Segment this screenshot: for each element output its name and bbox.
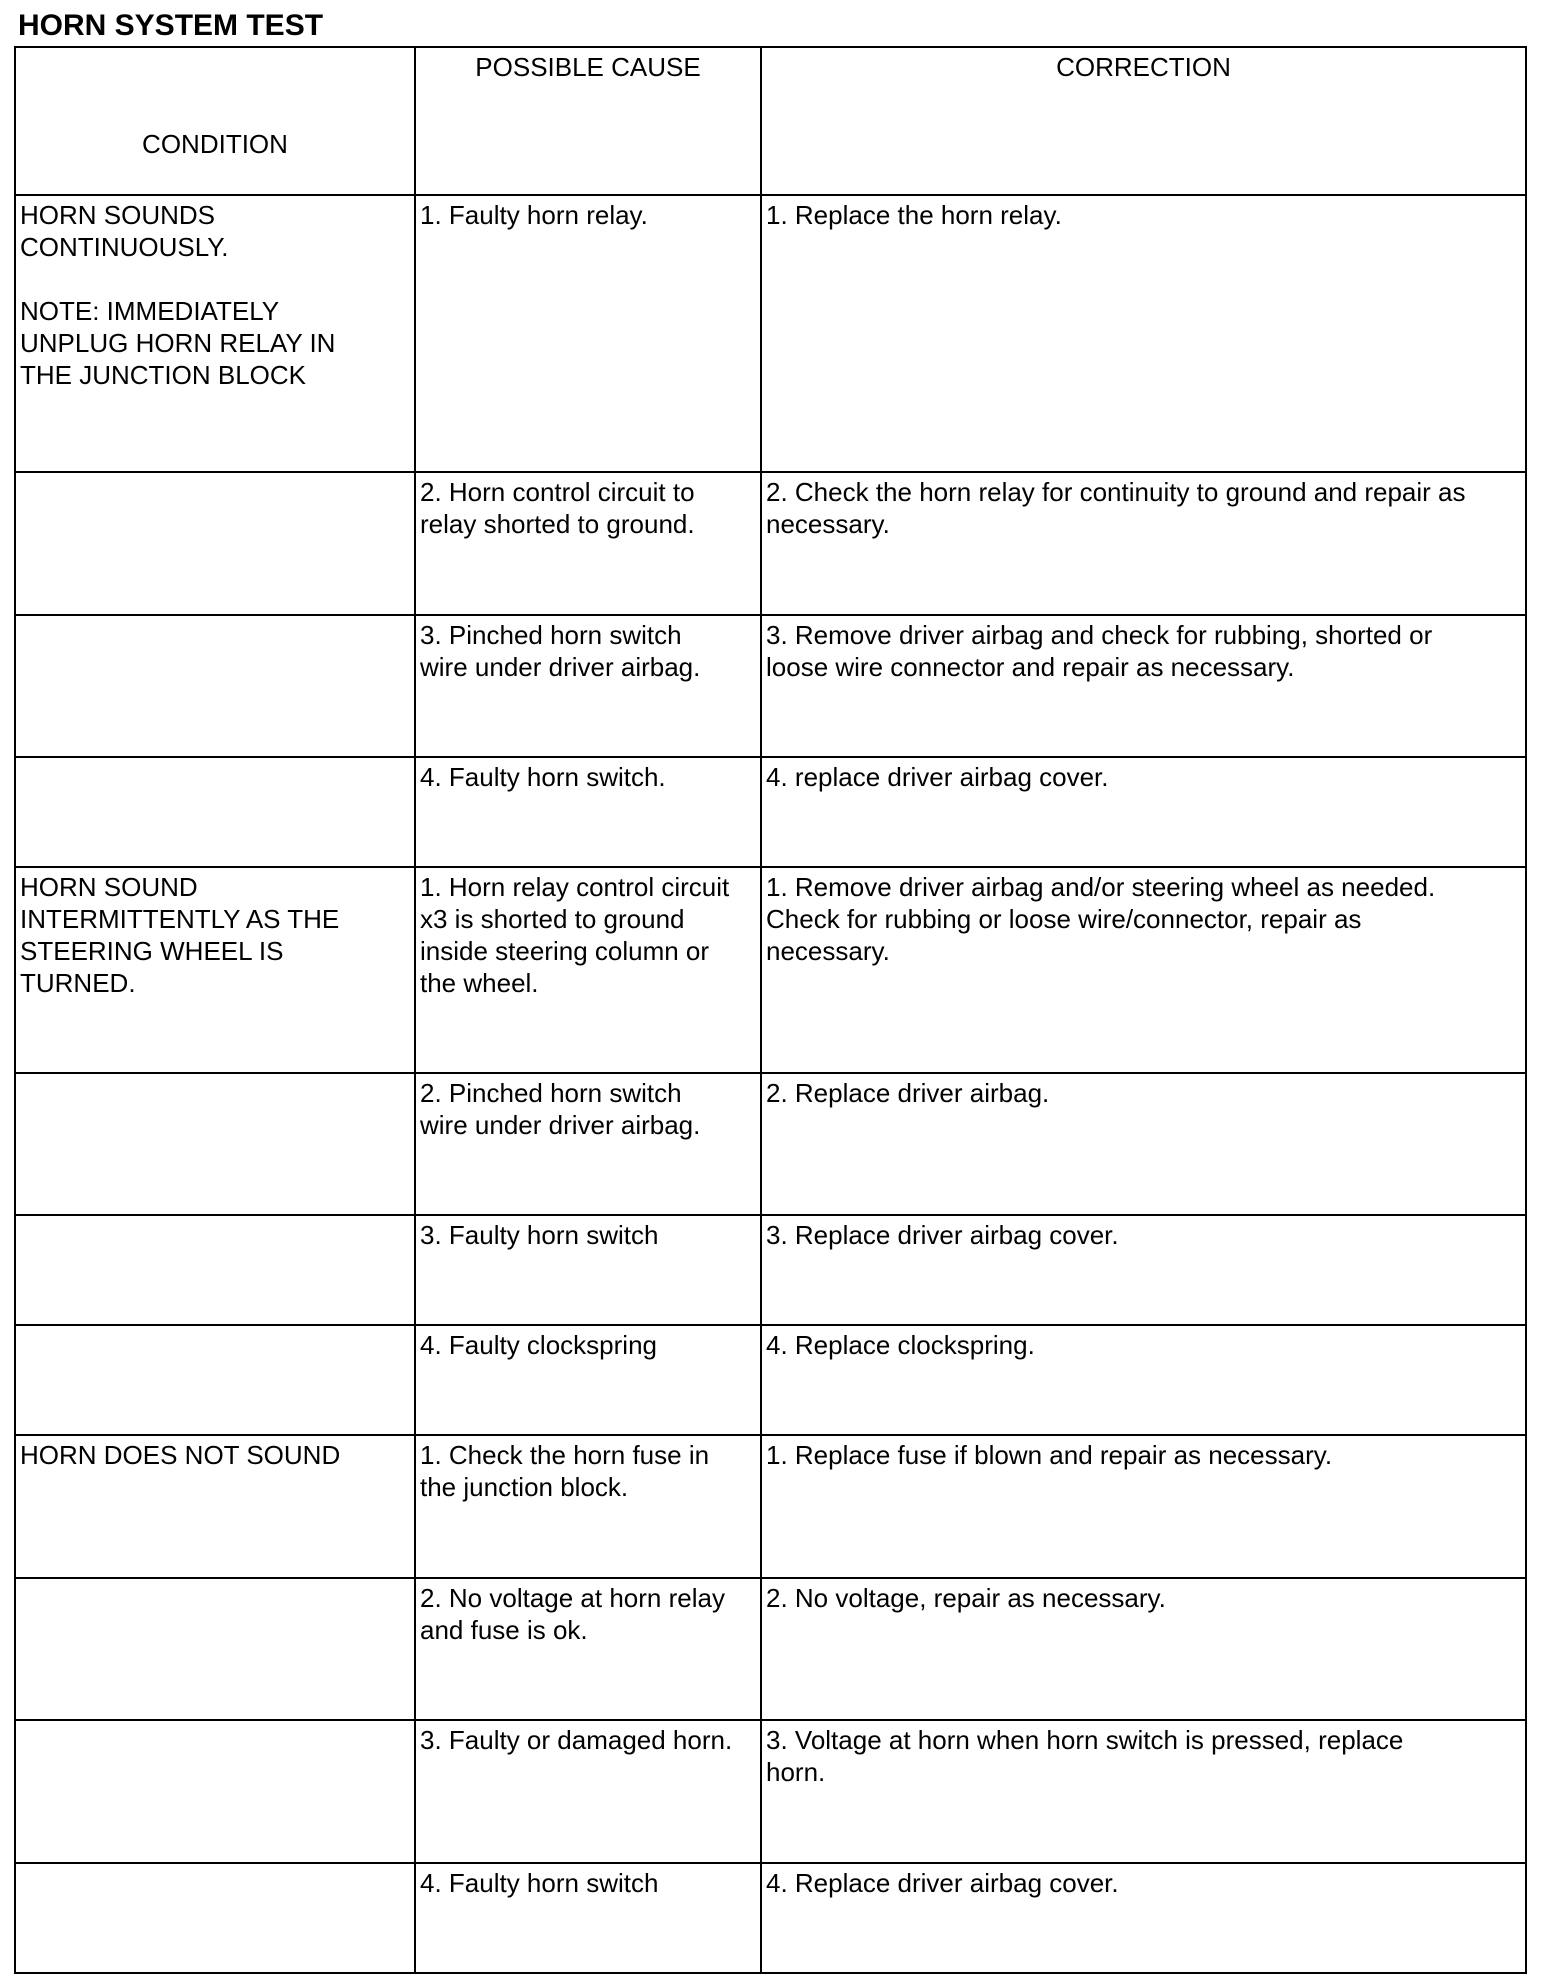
cause-cell [415,1215,761,1325]
cause-text: 1. Faulty horn relay. [420,200,648,230]
cause-cell [415,615,761,757]
cause-cell [415,1578,761,1720]
condition-text: HORN SOUND INTERMITTENTLY AS THE STEERING WHEEL IS TURNED. [20,872,340,998]
correction-cell [761,757,1526,867]
correction-text: 4. Replace clockspring. [766,1330,1035,1360]
cause-text: 1. Check the horn fuse in the junction block. [420,1440,710,1502]
cause-text: 3. Faulty or damaged horn. [420,1725,733,1755]
correction-text: 3. Replace driver airbag cover. [766,1220,1119,1250]
condition-text: HORN DOES NOT SOUND [20,1440,341,1470]
table-row [15,1578,1526,1720]
page-title: HORN SYSTEM TEST [18,9,324,42]
correction-cell [761,1720,1526,1863]
cause-cell [415,1435,761,1578]
correction-text: 2. Check the horn relay for continuity to ground and repair as necessary. [766,477,1466,539]
cause-cell [415,1863,761,1973]
correction-cell [761,867,1526,1073]
condition-text: HORN SOUNDS CONTINUOUSLY. NOTE: IMMEDIATELY UNPLUG HORN RELAY IN THE JUNCTION BLOCK [20,200,336,390]
cause-text: 4. Faulty clockspring [420,1330,657,1360]
table-row [15,472,1526,615]
cause-cell [415,1073,761,1215]
condition-cell [15,867,415,1073]
cause-text: 1. Horn relay control circuit x3 is shorted to ground inside steering column or the wheel. [420,872,730,998]
correction-text: 1. Replace the horn relay. [766,200,1062,230]
table-row [15,1435,1526,1578]
condition-cell [15,472,415,615]
correction-text: 1. Remove driver airbag and/or steering wheel as needed. Check for rubbing or loose wire/connector, repair as necessary. [766,872,1436,966]
condition-cell [15,1073,415,1215]
table-row [15,1215,1526,1325]
condition-cell [15,1215,415,1325]
cause-text: 2. Pinched horn switch wire under driver airbag. [420,1078,701,1140]
cause-text: 2. No voltage at horn relay and fuse is ok. [420,1583,725,1645]
correction-cell [761,1073,1526,1215]
cause-cell [415,1720,761,1863]
correction-text: 3. Voltage at horn when horn switch is pressed, replace horn. [766,1725,1404,1787]
cause-cell [415,1325,761,1435]
correction-cell [761,1863,1526,1973]
condition-cell [15,615,415,757]
correction-text: 2. No voltage, repair as necessary. [766,1583,1166,1613]
cause-cell [415,757,761,867]
table-row [15,757,1526,867]
condition-cell [15,1435,415,1578]
correction-cell [761,1435,1526,1578]
correction-text: 4. Replace driver airbag cover. [766,1868,1119,1898]
correction-text: 4. replace driver airbag cover. [766,762,1109,792]
cause-text: 2. Horn control circuit to relay shorted to ground. [420,477,695,539]
table-row [15,1325,1526,1435]
cause-text: 3. Faulty horn switch [420,1220,659,1250]
condition-cell [15,1863,415,1973]
cause-text: 4. Faulty horn switch. [420,762,666,792]
header-row [15,47,1526,195]
table-row [15,1863,1526,1973]
table-row [15,1720,1526,1863]
cause-cell [415,867,761,1073]
correction-cell [761,195,1526,472]
condition-header: CONDITION [15,47,415,195]
correction-cell [761,1215,1526,1325]
cause-cell [415,195,761,472]
cause-text: 4. Faulty horn switch [420,1868,659,1898]
correction-header: CORRECTION [761,47,1526,195]
condition-cell [15,1325,415,1435]
condition-cell [15,195,415,472]
correction-text: 2. Replace driver airbag. [766,1078,1050,1108]
table-row [15,615,1526,757]
correction-cell [761,615,1526,757]
table-row [15,195,1526,472]
condition-cell [15,757,415,867]
table-row [15,867,1526,1073]
correction-cell [761,472,1526,615]
cause-text: 3. Pinched horn switch wire under driver airbag. [420,620,701,682]
correction-cell [761,1578,1526,1720]
table-row [15,1073,1526,1215]
correction-text: 1. Replace fuse if blown and repair as necessary. [766,1440,1333,1470]
correction-cell [761,1325,1526,1435]
possible-cause-header: POSSIBLE CAUSE [415,47,761,195]
cause-cell [415,472,761,615]
diagnosis-table [14,46,1527,1974]
correction-text: 3. Remove driver airbag and check for rubbing, shorted or loose wire connector and repair as necessary. [766,620,1433,682]
condition-cell [15,1720,415,1863]
condition-cell [15,1578,415,1720]
